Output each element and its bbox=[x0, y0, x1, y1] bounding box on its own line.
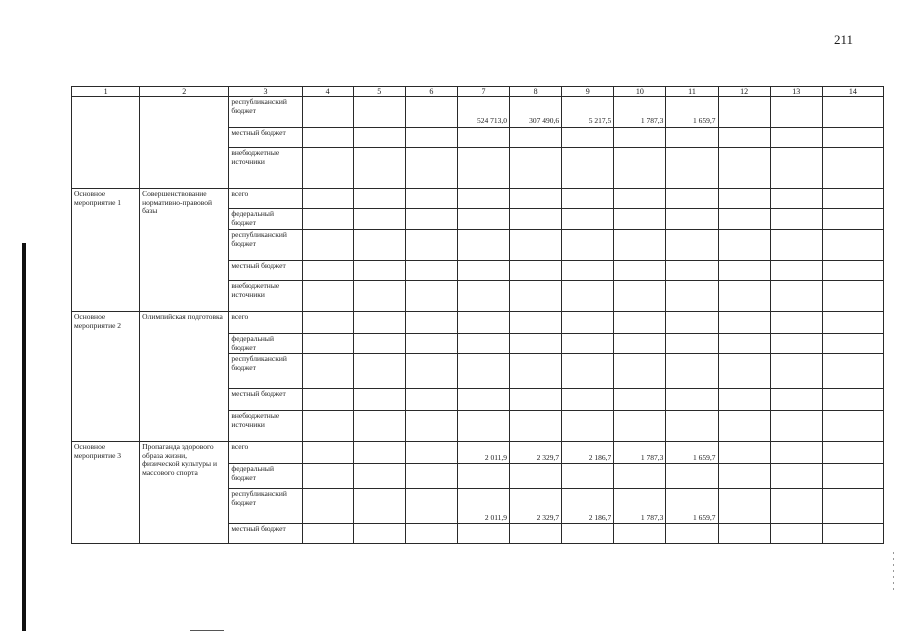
column-number: 2 bbox=[140, 87, 229, 97]
activity-name-cell: Основное мероприятие 1 bbox=[72, 189, 140, 312]
value-cell bbox=[302, 354, 353, 389]
value-cell bbox=[666, 128, 718, 148]
value-cell bbox=[405, 281, 457, 312]
funding-source-cell: местный бюджет bbox=[229, 524, 302, 544]
value-cell bbox=[405, 128, 457, 148]
value-cell bbox=[666, 464, 718, 489]
value-cell bbox=[718, 148, 770, 189]
value-cell bbox=[562, 389, 614, 411]
column-number: 7 bbox=[457, 87, 509, 97]
value-cell: 1 659,7 bbox=[666, 97, 718, 128]
value-cell bbox=[718, 230, 770, 261]
value-cell bbox=[770, 464, 822, 489]
value-cell bbox=[405, 489, 457, 524]
value-cell bbox=[457, 281, 509, 312]
value-cell bbox=[822, 209, 883, 230]
value-cell bbox=[405, 189, 457, 209]
value-cell bbox=[614, 261, 666, 281]
value-cell: 1 659,7 bbox=[666, 489, 718, 524]
table-row bbox=[72, 312, 884, 334]
value-cell: 5 217,5 bbox=[562, 97, 614, 128]
column-number: 3 bbox=[229, 87, 302, 97]
activity-name-cell: Основное мероприятие 2 bbox=[72, 312, 140, 442]
value-cell bbox=[457, 411, 509, 442]
value-cell bbox=[770, 312, 822, 334]
value-cell bbox=[302, 312, 353, 334]
value-cell bbox=[353, 128, 405, 148]
value-cell bbox=[353, 97, 405, 128]
value-cell bbox=[822, 411, 883, 442]
table-row bbox=[72, 189, 884, 209]
value-cell bbox=[405, 209, 457, 230]
value-cell: 2 011,9 bbox=[457, 489, 509, 524]
value-cell bbox=[562, 354, 614, 389]
value-cell bbox=[405, 334, 457, 354]
value-cell bbox=[822, 97, 883, 128]
value-cell bbox=[353, 281, 405, 312]
value-cell bbox=[666, 148, 718, 189]
value-cell bbox=[302, 334, 353, 354]
value-cell bbox=[510, 230, 562, 261]
column-number: 14 bbox=[822, 87, 883, 97]
value-cell: 1 787,3 bbox=[614, 489, 666, 524]
value-cell bbox=[562, 230, 614, 261]
value-cell bbox=[614, 464, 666, 489]
value-cell bbox=[718, 281, 770, 312]
value-cell bbox=[614, 354, 666, 389]
value-cell bbox=[614, 524, 666, 544]
value-cell bbox=[614, 312, 666, 334]
value-cell bbox=[510, 148, 562, 189]
value-cell bbox=[510, 389, 562, 411]
value-cell bbox=[353, 524, 405, 544]
value-cell bbox=[457, 230, 509, 261]
value-cell bbox=[302, 148, 353, 189]
value-cell bbox=[405, 261, 457, 281]
column-number: 8 bbox=[510, 87, 562, 97]
value-cell bbox=[666, 524, 718, 544]
value-cell bbox=[353, 411, 405, 442]
value-cell bbox=[510, 334, 562, 354]
value-cell bbox=[405, 148, 457, 189]
value-cell bbox=[770, 389, 822, 411]
value-cell bbox=[770, 411, 822, 442]
value-cell bbox=[822, 489, 883, 524]
value-cell bbox=[302, 97, 353, 128]
value-cell bbox=[822, 442, 883, 464]
value-cell bbox=[770, 209, 822, 230]
value-cell bbox=[457, 334, 509, 354]
value-cell bbox=[510, 464, 562, 489]
page-number: 211 bbox=[834, 32, 854, 47]
value-cell bbox=[666, 354, 718, 389]
column-number: 11 bbox=[666, 87, 718, 97]
value-cell bbox=[457, 148, 509, 189]
value-cell bbox=[302, 261, 353, 281]
column-number: 13 bbox=[770, 87, 822, 97]
value-cell bbox=[562, 464, 614, 489]
value-cell bbox=[302, 209, 353, 230]
column-number: 9 bbox=[562, 87, 614, 97]
value-cell bbox=[405, 312, 457, 334]
value-cell bbox=[302, 281, 353, 312]
funding-source-cell: республиканский бюджет bbox=[229, 230, 302, 261]
column-number: 10 bbox=[614, 87, 666, 97]
value-cell bbox=[718, 209, 770, 230]
value-cell bbox=[353, 334, 405, 354]
value-cell bbox=[822, 334, 883, 354]
value-cell bbox=[353, 209, 405, 230]
activity-description-cell: Совершенствование нормативно-правовой базы bbox=[140, 189, 229, 312]
value-cell bbox=[562, 209, 614, 230]
column-number: 12 bbox=[718, 87, 770, 97]
value-cell bbox=[510, 209, 562, 230]
value-cell: 2 329,7 bbox=[510, 442, 562, 464]
value-cell bbox=[822, 354, 883, 389]
value-cell bbox=[457, 261, 509, 281]
value-cell bbox=[770, 524, 822, 544]
column-number: 5 bbox=[353, 87, 405, 97]
value-cell bbox=[562, 261, 614, 281]
value-cell bbox=[666, 312, 718, 334]
table-row bbox=[72, 97, 884, 128]
column-number: 6 bbox=[405, 87, 457, 97]
value-cell bbox=[353, 189, 405, 209]
value-cell bbox=[510, 261, 562, 281]
funding-source-cell: всего bbox=[229, 312, 302, 334]
value-cell bbox=[666, 261, 718, 281]
value-cell bbox=[405, 442, 457, 464]
value-cell bbox=[405, 230, 457, 261]
value-cell bbox=[562, 148, 614, 189]
activity-name-cell: Основное мероприятие 3 bbox=[72, 442, 140, 544]
value-cell bbox=[770, 334, 822, 354]
value-cell bbox=[822, 312, 883, 334]
value-cell bbox=[666, 230, 718, 261]
value-cell bbox=[562, 312, 614, 334]
value-cell bbox=[718, 354, 770, 389]
value-cell bbox=[510, 281, 562, 312]
activity-description-cell bbox=[140, 97, 229, 189]
value-cell bbox=[457, 312, 509, 334]
value-cell bbox=[718, 411, 770, 442]
value-cell: 307 490,6 bbox=[510, 97, 562, 128]
value-cell bbox=[770, 148, 822, 189]
value-cell bbox=[718, 334, 770, 354]
value-cell bbox=[718, 261, 770, 281]
value-cell bbox=[822, 464, 883, 489]
value-cell bbox=[457, 389, 509, 411]
value-cell bbox=[562, 411, 614, 442]
value-cell bbox=[457, 209, 509, 230]
value-cell bbox=[457, 354, 509, 389]
value-cell bbox=[822, 128, 883, 148]
funding-source-cell: всего bbox=[229, 442, 302, 464]
value-cell bbox=[510, 411, 562, 442]
value-cell bbox=[510, 524, 562, 544]
value-cell bbox=[666, 189, 718, 209]
value-cell bbox=[770, 489, 822, 524]
value-cell: 1 787,3 bbox=[614, 442, 666, 464]
value-cell bbox=[302, 230, 353, 261]
value-cell bbox=[353, 261, 405, 281]
value-cell bbox=[822, 148, 883, 189]
value-cell bbox=[770, 189, 822, 209]
value-cell bbox=[302, 189, 353, 209]
value-cell bbox=[770, 230, 822, 261]
value-cell bbox=[822, 189, 883, 209]
value-cell bbox=[770, 97, 822, 128]
value-cell bbox=[405, 524, 457, 544]
value-cell: 2 186,7 bbox=[562, 442, 614, 464]
value-cell: 2 329,7 bbox=[510, 489, 562, 524]
value-cell bbox=[770, 354, 822, 389]
value-cell: 2 011,9 bbox=[457, 442, 509, 464]
column-number-row bbox=[72, 87, 884, 97]
value-cell bbox=[302, 442, 353, 464]
funding-source-cell: республиканский бюджет bbox=[229, 354, 302, 389]
value-cell bbox=[302, 464, 353, 489]
value-cell bbox=[614, 209, 666, 230]
value-cell bbox=[510, 312, 562, 334]
value-cell bbox=[822, 230, 883, 261]
value-cell bbox=[718, 97, 770, 128]
value-cell bbox=[457, 128, 509, 148]
value-cell bbox=[562, 189, 614, 209]
value-cell bbox=[302, 524, 353, 544]
value-cell bbox=[353, 464, 405, 489]
value-cell bbox=[457, 189, 509, 209]
value-cell bbox=[510, 128, 562, 148]
value-cell bbox=[353, 489, 405, 524]
value-cell bbox=[457, 464, 509, 489]
value-cell bbox=[614, 334, 666, 354]
value-cell bbox=[614, 189, 666, 209]
scan-artifact-dots bbox=[893, 552, 894, 592]
value-cell bbox=[718, 312, 770, 334]
value-cell bbox=[770, 261, 822, 281]
value-cell bbox=[614, 281, 666, 312]
funding-source-cell: всего bbox=[229, 189, 302, 209]
budget-table bbox=[71, 86, 884, 544]
value-cell bbox=[562, 334, 614, 354]
value-cell bbox=[666, 209, 718, 230]
value-cell bbox=[405, 389, 457, 411]
funding-source-cell: внебюджетные источники bbox=[229, 411, 302, 442]
value-cell bbox=[353, 312, 405, 334]
activity-description-cell: Пропаганда здорового образа жизни, физической культуры и массового спорта bbox=[140, 442, 229, 544]
value-cell: 1 659,7 bbox=[666, 442, 718, 464]
value-cell bbox=[405, 354, 457, 389]
value-cell: 2 186,7 bbox=[562, 489, 614, 524]
scan-edge-shadow bbox=[22, 243, 26, 631]
activity-cell bbox=[72, 97, 140, 189]
value-cell bbox=[770, 128, 822, 148]
value-cell bbox=[562, 128, 614, 148]
funding-source-cell: федеральный бюджет bbox=[229, 209, 302, 230]
value-cell bbox=[353, 230, 405, 261]
funding-source-cell: федеральный бюджет bbox=[229, 334, 302, 354]
value-cell bbox=[302, 389, 353, 411]
table-row bbox=[72, 442, 884, 464]
activity-description-cell: Олимпийская подготовка bbox=[140, 312, 229, 442]
funding-source-cell: местный бюджет bbox=[229, 389, 302, 411]
value-cell bbox=[718, 524, 770, 544]
value-cell bbox=[457, 524, 509, 544]
value-cell bbox=[405, 411, 457, 442]
value-cell bbox=[770, 281, 822, 312]
value-cell bbox=[718, 464, 770, 489]
value-cell bbox=[718, 128, 770, 148]
value-cell bbox=[614, 148, 666, 189]
value-cell bbox=[302, 489, 353, 524]
value-cell bbox=[353, 442, 405, 464]
value-cell: 1 787,3 bbox=[614, 97, 666, 128]
value-cell bbox=[718, 489, 770, 524]
funding-source-cell: внебюджетные источники bbox=[229, 281, 302, 312]
value-cell bbox=[614, 411, 666, 442]
funding-source-cell: местный бюджет bbox=[229, 261, 302, 281]
value-cell bbox=[353, 389, 405, 411]
value-cell bbox=[822, 389, 883, 411]
value-cell bbox=[353, 354, 405, 389]
funding-source-cell: федеральный бюджет bbox=[229, 464, 302, 489]
column-number: 4 bbox=[302, 87, 353, 97]
funding-source-cell: внебюджетные источники bbox=[229, 148, 302, 189]
value-cell bbox=[405, 464, 457, 489]
value-cell bbox=[822, 524, 883, 544]
funding-source-cell: республиканский бюджет bbox=[229, 97, 302, 128]
value-cell bbox=[822, 281, 883, 312]
value-cell bbox=[614, 389, 666, 411]
value-cell bbox=[822, 261, 883, 281]
value-cell bbox=[666, 281, 718, 312]
value-cell: 524 713,0 bbox=[457, 97, 509, 128]
value-cell bbox=[614, 128, 666, 148]
value-cell bbox=[562, 524, 614, 544]
value-cell bbox=[302, 411, 353, 442]
value-cell bbox=[353, 148, 405, 189]
funding-source-cell: республиканский бюджет bbox=[229, 489, 302, 524]
funding-source-cell: местный бюджет bbox=[229, 128, 302, 148]
value-cell bbox=[718, 389, 770, 411]
scan-artifact-line bbox=[190, 630, 224, 631]
column-number: 1 bbox=[72, 87, 140, 97]
value-cell bbox=[562, 281, 614, 312]
value-cell bbox=[302, 128, 353, 148]
value-cell bbox=[510, 189, 562, 209]
value-cell bbox=[510, 354, 562, 389]
value-cell bbox=[666, 411, 718, 442]
value-cell bbox=[718, 442, 770, 464]
value-cell bbox=[666, 334, 718, 354]
value-cell bbox=[666, 389, 718, 411]
value-cell bbox=[614, 230, 666, 261]
value-cell bbox=[770, 442, 822, 464]
value-cell bbox=[718, 189, 770, 209]
value-cell bbox=[405, 97, 457, 128]
